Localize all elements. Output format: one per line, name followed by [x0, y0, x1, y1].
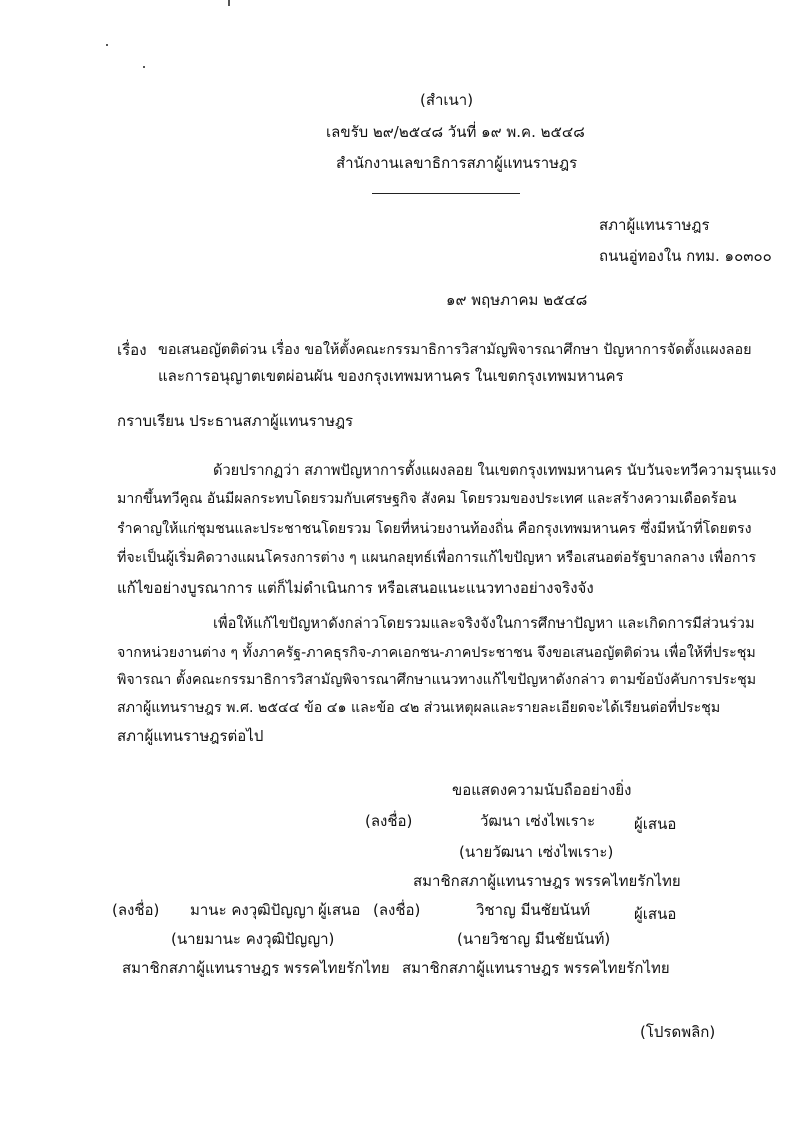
body-line: ที่จะเป็นผู้เริ่มคิดวางแผนโครงการต่าง ๆ แผนกลยุทธ์เพื่อการแก้ไขปัญหา หรือเสนอต่อรัฐบาลกลาง เพื่อการ	[117, 550, 757, 566]
proposer-label: ผู้เสนอ	[318, 901, 361, 919]
body-line: มากขึ้นทวีคูณ อันมีผลกระทบโดยรวมกับเศรษฐกิจ สังคม โดยรวมของประเทศ และสร้างความเดือดร้อน	[117, 491, 737, 507]
body-line: สภาผู้แทนราษฎรต่อไป	[117, 727, 264, 745]
signer-1-name: วัฒนา เซ่งไพเราะ	[480, 812, 596, 830]
salutation: กราบเรียน ประธานสภาผู้แทนราษฎร	[117, 412, 354, 430]
proposer-label: ผู้เสนอ	[634, 815, 677, 833]
body-line: แก้ไขอย่างบูรณาการ แต่ก็ไม่ดำเนินการ หรือเสนอแนะแนวทางอย่างจริงจัง	[117, 579, 594, 597]
scan-speck	[106, 44, 108, 46]
subject-line-1: ขอเสนอญัตติด่วน เรื่อง ขอให้ตั้งคณะกรรมาธิการวิสามัญพิจารณาศึกษา ปัญหาการจัดตั้งแผงลอย	[158, 342, 752, 358]
please-turn-over: (โปรดพลิก)	[640, 1023, 716, 1041]
body-line: ด้วยปรากฏว่า สภาพปัญหาการตั้งแผงลอย ในเขตกรุงเทพมหานคร นับวันจะทวีความรุนแรง	[213, 462, 777, 479]
signer-3-fullname: (นายวิชาญ มีนชัยนันท์)	[457, 930, 611, 948]
signer-2-name: มานะ คงวุฒิปัญญา	[190, 901, 315, 919]
signer-1-member: สมาชิกสภาผู้แทนราษฎร พรรคไทยรักไทย	[413, 872, 681, 890]
body-line: เพื่อให้แก้ไขปัญหาดังกล่าวโดยรวมและจริงจังในการศึกษาปัญหา และเกิดการมีส่วนร่วม	[213, 615, 755, 632]
signer-1-fullname: (นายวัฒนา เซ่งไพเราะ)	[459, 843, 614, 861]
address-line-2: ถนนอู่ทองใน กทม. ๑๐๓๐๐	[599, 247, 772, 265]
closing: ขอแสดงความนับถืออย่างยิ่ง	[452, 781, 632, 799]
sign-label: (ลงชื่อ)	[112, 901, 160, 919]
subject-line-2: และการอนุญาตเขตผ่อนผัน ของกรุงเทพมหานคร ในเขตกรุงเทพมหานคร	[158, 367, 624, 385]
proposer-label: ผู้เสนอ	[634, 905, 677, 923]
signer-3-member: สมาชิกสภาผู้แทนราษฎร พรรคไทยรักไทย	[402, 959, 670, 977]
divider	[372, 193, 520, 194]
office-name: สำนักงานเลขาธิการสภาผู้แทนราษฎร	[336, 154, 578, 172]
sign-label: (ลงชื่อ)	[373, 901, 421, 919]
subject-label: เรื่อง	[117, 341, 147, 359]
letter-date: ๑๙ พฤษภาคม ๒๕๔๘	[446, 291, 588, 309]
body-line: พิจารณา ตั้งคณะกรรมาธิการวิสามัญพิจารณาศึกษาแนวทางแก้ไขปัญหาดังกล่าว ตามข้อบังคับการประชุม	[117, 672, 757, 688]
sign-label: (ลงชื่อ)	[365, 812, 413, 830]
body-line: จากหน่วยงานต่าง ๆ ทั้งภาครัฐ-ภาคธุรกิจ-ภาคเอกชน-ภาคประชาชน จึงขอเสนอญัตติด่วน เพื่อให้ที่ประชุม	[117, 645, 756, 661]
address-line-1: สภาผู้แทนราษฎร	[599, 216, 710, 234]
receipt-line: เลขรับ ๒๙/๒๕๔๘ วันที่ ๑๙ พ.ค. ๒๕๔๘	[326, 123, 585, 141]
scan-speck	[228, 0, 230, 6]
body-line: สภาผู้แทนราษฎร พ.ศ. ๒๕๔๔ ข้อ ๔๑ และข้อ ๔๒ ส่วนเหตุผลและรายละเอียดจะได้เรียนต่อที่ประชุม	[117, 700, 721, 716]
signer-3-name: วิชาญ มีนชัยนันท์	[476, 901, 591, 919]
copy-mark: (สำเนา)	[420, 91, 474, 109]
signer-2-member: สมาชิกสภาผู้แทนราษฎร พรรคไทยรักไทย	[122, 959, 390, 977]
body-line: รำคาญให้แก่ชุมชนและประชาชนโดยรวม โดยที่หน่วยงานท้องถิ่น คือกรุงเทพมหานคร ซึ่งมีหน้าที่โดยตรง	[117, 521, 752, 537]
signer-2-fullname: (นายมานะ คงวุฒิปัญญา)	[171, 930, 335, 948]
scan-speck	[143, 66, 145, 68]
